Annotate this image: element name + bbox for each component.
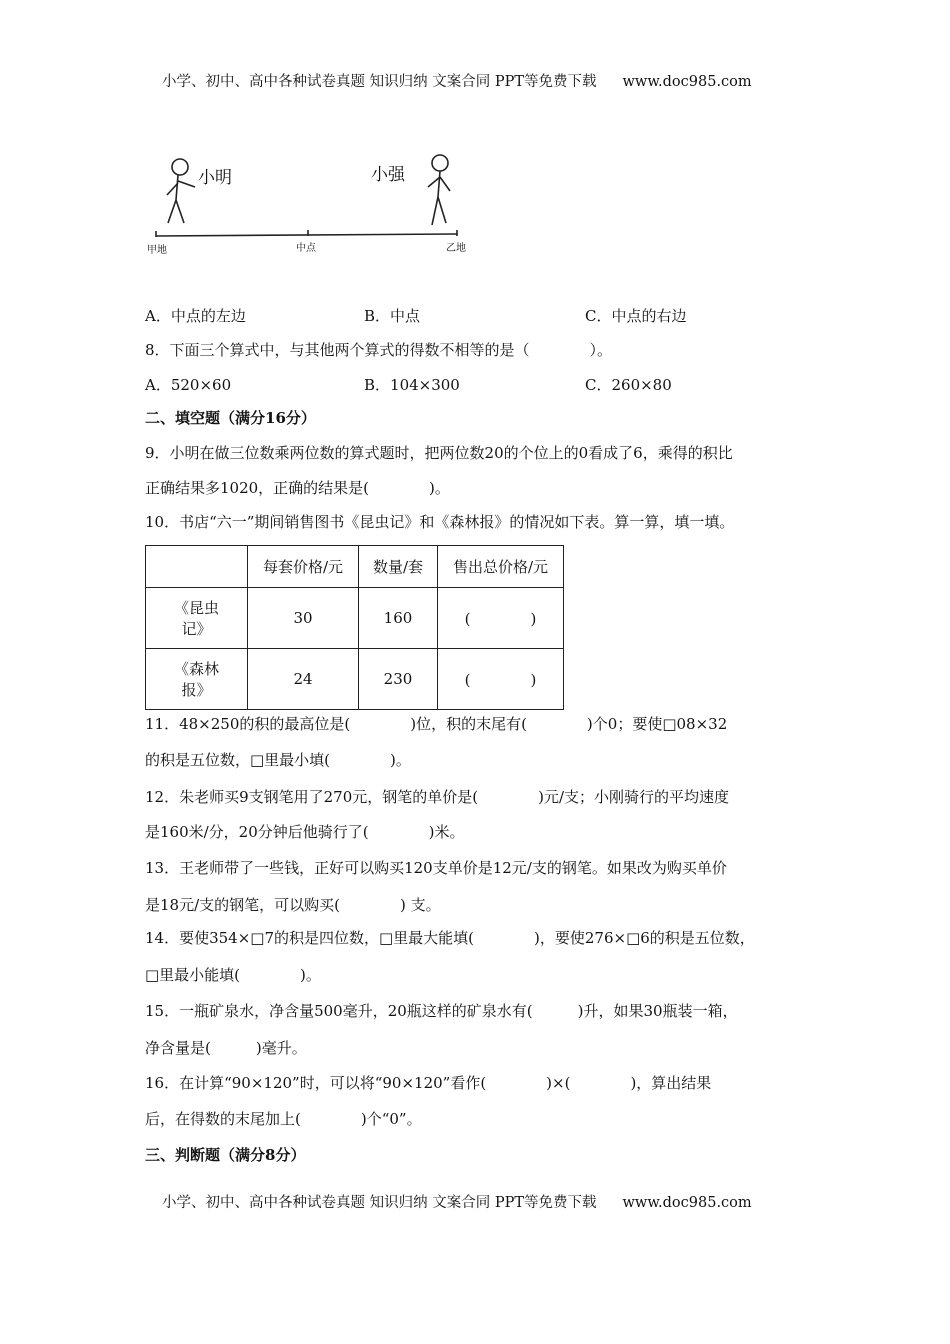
label-jiadi: 甲地 [147, 245, 167, 256]
table-cell: 30 [248, 588, 359, 649]
table-cell: ( ) [438, 588, 564, 649]
table-cell: 230 [359, 649, 438, 710]
question-11-line1: 11．48×250的积的最高位是( )位，积的末尾有( )个0；要使□08×32 [145, 715, 728, 733]
question-13-line1: 13．王老师带了一些钱，正好可以购买120支单价是12元/支的钢笔。如果改为购买单价 [145, 859, 727, 877]
table-header [146, 546, 248, 588]
header-url[interactable]: www.doc985.com [622, 74, 752, 90]
question-16-line2: 后，在得数的末尾加上( )个“0”。 [145, 1110, 422, 1128]
table-cell: 《森林报》 [146, 649, 248, 710]
question-15-line1: 15．一瓶矿泉水，净含量500毫升，20瓶这样的矿泉水有( )升，如果30瓶装一箱， [145, 1002, 738, 1020]
question-16-line1: 16．在计算“90×120”时，可以将“90×120”看作( )×( )，算出结果 [145, 1074, 712, 1092]
table-cell: 《昆虫记》 [146, 588, 248, 649]
question-10: 10．书店“六一”期间销售图书《昆虫记》和《森林报》的情况如下表。算一算，填一填。 [145, 513, 735, 531]
table-cell: 160 [359, 588, 438, 649]
table-cell: 24 [248, 649, 359, 710]
footer-url[interactable]: www.doc985.com [622, 1195, 752, 1211]
table-header: 每套价格/元 [248, 546, 359, 588]
q8-option-b: B．104×300 [364, 376, 460, 394]
question-14-line2: □里最小能填( )。 [145, 966, 321, 984]
label-midpoint: 中点 [296, 243, 316, 254]
section-heading-judgment: 三、判断题（满分8分） [145, 1146, 306, 1164]
question-9-line2: 正确结果多1020，正确的结果是( )。 [145, 479, 450, 497]
q7-option-a: A．中点的左边 [145, 307, 246, 325]
section-heading-fill-in: 二、填空题（满分16分） [145, 409, 316, 427]
q8-option-c: C．260×80 [585, 376, 672, 394]
question-12-line2: 是160米/分，20分钟后他骑行了( )米。 [145, 823, 465, 841]
table-header: 售出总价格/元 [438, 546, 564, 588]
q7-option-b: B．中点 [364, 307, 421, 325]
question-11-line2: 的积是五位数，□里最小填( )。 [145, 751, 411, 769]
question-14-line1: 14．要使354×□7的积是四位数，□里最大能填( )，要使276×□6的积是五位数， [145, 929, 755, 947]
q7-option-c: C．中点的右边 [585, 307, 687, 325]
question-9-line1: 9．小明在做三位数乘两位数的算式题时，把两位数20的个位上的0看成了6，乘得的积比 [145, 444, 733, 462]
table-header-row [146, 546, 564, 588]
label-yidi: 乙地 [446, 243, 466, 254]
walking-figure [147, 145, 470, 260]
label-xiaoming: 小明 [198, 168, 232, 188]
table-header: 数量/套 [359, 546, 438, 588]
question-12-line1: 12．朱老师买9支钢笔用了270元，钢笔的单价是( )元/支；小刚骑行的平均速度 [145, 788, 730, 806]
q8-option-a: A．520×60 [145, 376, 232, 394]
label-xiaoqiang: 小强 [371, 165, 405, 185]
table-cell: ( ) [438, 649, 564, 710]
question-13-line2: 是18元/支的钢笔，可以购买( ) 支。 [145, 896, 441, 914]
question-8: 8．下面三个算式中，与其他两个算式的得数不相等的是（ ）。 [145, 341, 613, 359]
header-text: 小学、初中、高中各种试卷真题 知识归纳 文案合同 PPT等免费下载 [162, 74, 597, 90]
page-header [162, 70, 752, 91]
book-sales-table [145, 545, 564, 710]
page-footer [162, 1191, 752, 1212]
table-row [146, 588, 564, 649]
footer-text: 小学、初中、高中各种试卷真题 知识归纳 文案合同 PPT等免费下载 [162, 1195, 597, 1211]
question-15-line2: 净含量是( )毫升。 [145, 1039, 307, 1057]
table-row [146, 649, 564, 710]
